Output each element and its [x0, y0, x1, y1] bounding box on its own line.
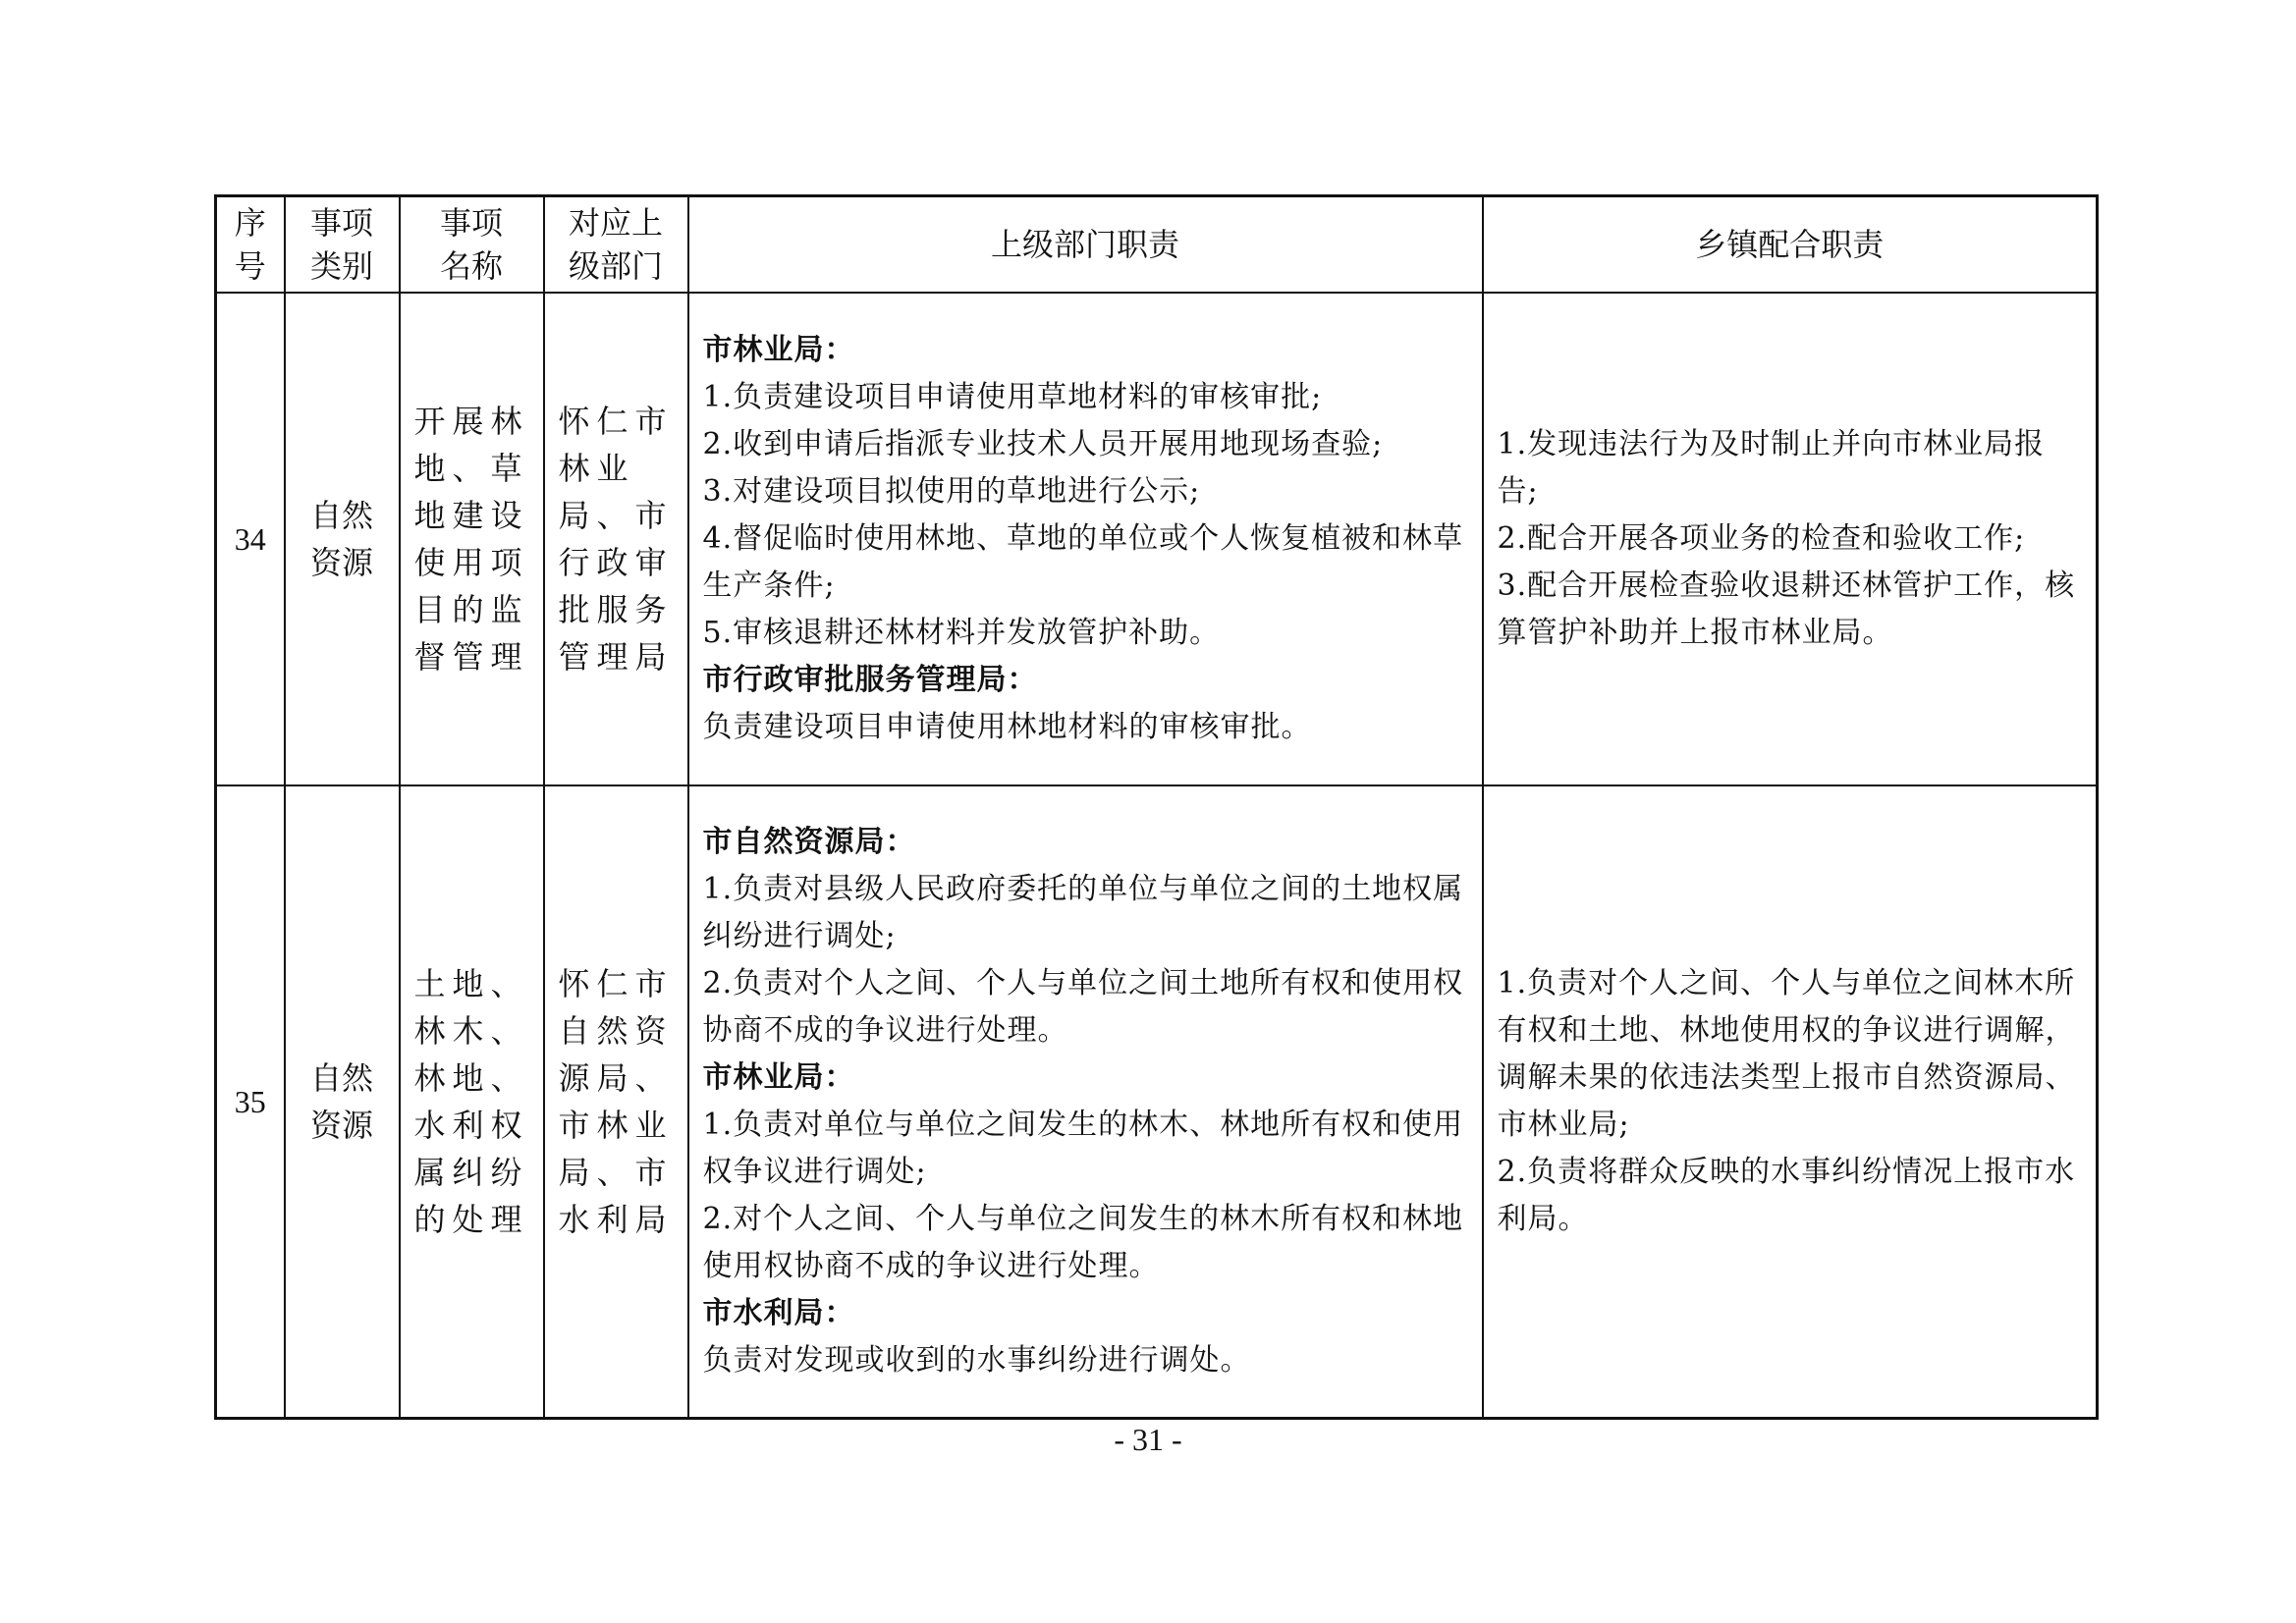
header-name-line2: 名称: [439, 246, 503, 285]
page-number: - 31 -: [1114, 1422, 1182, 1457]
row-number: 35: [216, 785, 285, 1418]
row-item-name: 开展林地、草地建设使用项目的监督管理: [400, 293, 544, 786]
row-town-responsibility: [1483, 293, 2098, 786]
header-responsibility: 上级部门职责: [688, 196, 1483, 293]
header-name: [400, 196, 544, 293]
row-responsibility: [688, 785, 1483, 1418]
town-line: 2.负责将群众反映的水事纠纷情况上报市水利局。: [1497, 1155, 2076, 1237]
header-category-line1: 事项: [309, 203, 373, 242]
town-line: 1.负责对个人之间、个人与单位之间林木所有权和土地、林地使用权的争议进行调解，调解未果的依违法类型上报市自然资源局、市林业局;: [1497, 966, 2076, 1143]
resp-line: 4.督促临时使用林地、草地的单位或个人恢复植被和林草生产条件;: [702, 521, 1464, 604]
header-num-line2: 号: [234, 246, 266, 285]
resp-line: 1.负责对单位与单位之间发生的林木、林地所有权和使用权争议进行调处;: [702, 1108, 1464, 1190]
row-category-line2: 资源: [309, 1107, 373, 1145]
row-category: [285, 293, 400, 786]
resp-line: 负责对发现或收到的水事纠纷进行调处。: [702, 1343, 1251, 1379]
dept-heading: 市林业局：: [702, 333, 855, 368]
resp-line: 负责建设项目申请使用林地材料的审核审批。: [702, 710, 1312, 745]
responsibility-table: [214, 194, 2099, 1420]
dept-heading: 市林业局：: [702, 1060, 855, 1096]
row-department: 怀仁市林业局、市行政审批服务管理局: [544, 293, 688, 786]
row-category-line2: 资源: [309, 544, 373, 582]
resp-line: 3.对建设项目拟使用的草地进行公示;: [702, 474, 1201, 510]
row-number: 34: [216, 293, 285, 786]
resp-line: 2.收到申请后指派专业技术人员开展用地现场查验;: [702, 427, 1384, 462]
header-town: 乡镇配合职责: [1483, 196, 2098, 293]
row-town-responsibility: [1483, 785, 2098, 1418]
town-line: 2.配合开展各项业务的检查和验收工作;: [1497, 521, 2026, 557]
header-dept: [544, 196, 688, 293]
row-category-line1: 自然: [309, 1059, 373, 1098]
table-row: [216, 785, 2098, 1418]
header-dept-line2: 级部门: [568, 246, 663, 285]
row-category-line1: 自然: [309, 497, 373, 535]
header-category: [285, 196, 400, 293]
header-num: [216, 196, 285, 293]
header-category-line2: 类别: [309, 246, 373, 285]
header-name-line1: 事项: [439, 203, 503, 242]
resp-line: 2.负责对个人之间、个人与单位之间土地所有权和使用权协商不成的争议进行处理。: [702, 966, 1464, 1049]
dept-heading: 市自然资源局：: [702, 825, 916, 860]
table-row: [216, 293, 2098, 786]
resp-line: 5.审核退耕还林材料并发放管护补助。: [702, 616, 1221, 651]
dept-heading: 市水利局：: [702, 1296, 855, 1331]
header-dept-line1: 对应上: [568, 203, 663, 242]
dept-heading: 市行政审批服务管理局：: [702, 663, 1038, 698]
row-responsibility: [688, 293, 1483, 786]
row-category: [285, 785, 400, 1418]
resp-line: 1.负责对县级人民政府委托的单位与单位之间的土地权属纠纷进行调处;: [702, 872, 1464, 954]
header-num-line1: 序: [234, 203, 266, 242]
town-line: 3.配合开展检查验收退耕还林管护工作，核算管护补助并上报市林业局。: [1497, 568, 2076, 651]
resp-line: 2.对个人之间、个人与单位之间发生的林木所有权和林地使用权协商不成的争议进行处理。: [702, 1202, 1464, 1284]
town-line: 1.发现违法行为及时制止并向市林业局报告;: [1497, 427, 2046, 510]
header-row: [216, 196, 2098, 293]
row-department: 怀仁市自然资源局、市林业局、市水利局: [544, 785, 688, 1418]
row-item-name: 土地、林木、林地、水利权属纠纷的处理: [400, 785, 544, 1418]
resp-line: 1.负责建设项目申请使用草地材料的审核审批;: [702, 380, 1323, 415]
